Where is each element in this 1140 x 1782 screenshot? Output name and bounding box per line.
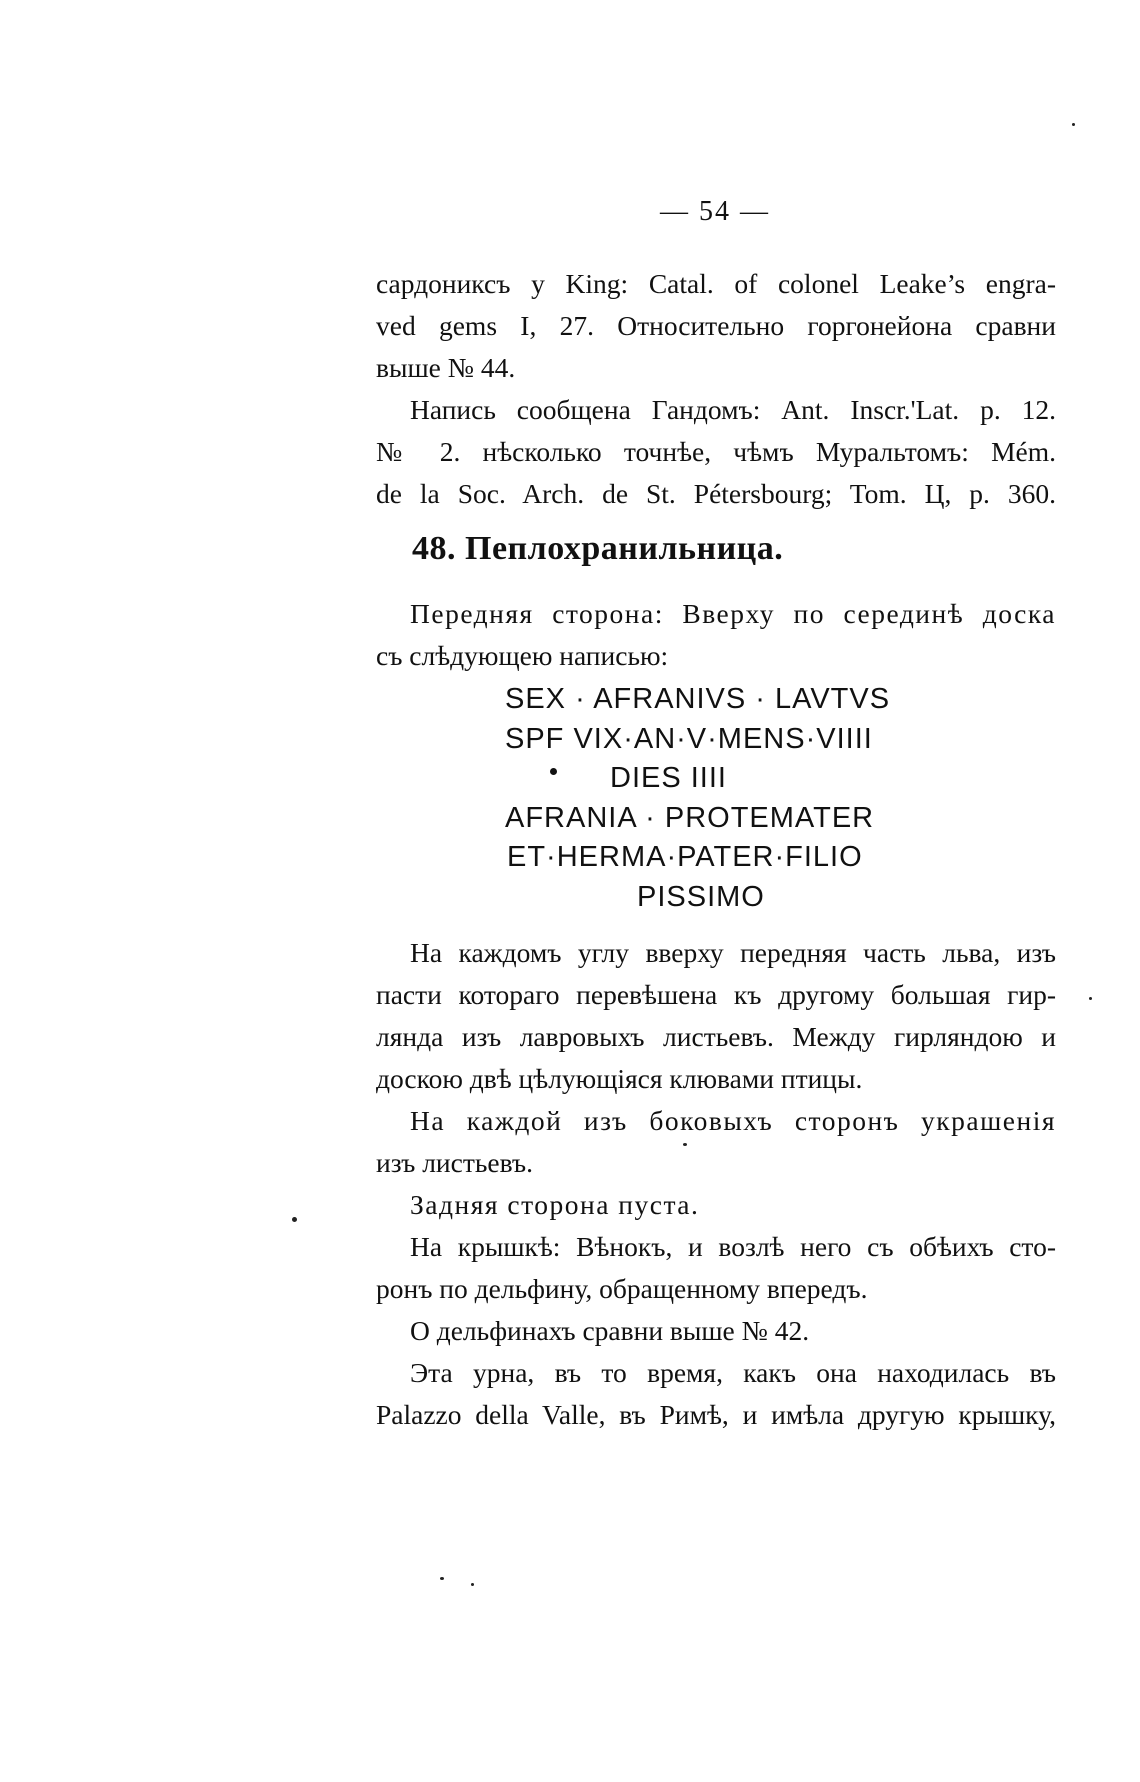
inscription-line: SEX · AFRANIVS · LAVTVS — [505, 683, 891, 715]
inscription-line: PISSIMO — [637, 880, 765, 913]
scan-speck — [471, 1583, 474, 1586]
text-line: лянда изъ лавровыхъ листьевъ. Между гирляндою и — [376, 1021, 1056, 1052]
text-line: Напись сообщена Гандомъ: Ant. Inscr.'Lat. p. 12. — [410, 394, 1056, 425]
text-line: № 2. нѣсколько точнѣе, чѣмъ Муральтомъ: Mém. — [376, 436, 1056, 467]
text-line: На каждомъ углу вверху передняя часть льва, изъ — [410, 937, 1056, 968]
scan-speck — [1072, 123, 1075, 126]
text-line: Palazzo della Valle, въ Римѣ, и имѣла другую крышку, — [376, 1399, 1056, 1430]
text-line: изъ листьевъ. — [376, 1147, 534, 1178]
inscription-line: ET·HERMA·PATER·FILIO — [507, 841, 863, 873]
scan-speck — [292, 1217, 297, 1222]
section-heading: 48. Пеплохранильница. — [412, 530, 784, 567]
scan-speck — [1089, 997, 1092, 1000]
text-line: пасти котораго перевѣшена къ другому большая гир- — [376, 979, 1056, 1010]
inscription-line: AFRANIA · PROTEMATER — [505, 801, 875, 834]
text-line: Эта урна, въ то время, какъ она находилась въ — [410, 1357, 1056, 1388]
text-line: Передняя сторона: Вверху по серединѣ доска — [410, 598, 1056, 629]
text-line: На крышкѣ: Вѣнокъ, и возлѣ него съ обѣихъ сто- — [410, 1231, 1056, 1262]
body-text-block — [376, 932, 1056, 1436]
top-text-block — [376, 263, 1056, 515]
text-line: Задняя сторона пуста. — [410, 1189, 700, 1220]
text-line: ронъ по дельфину, обращенному впередъ. — [376, 1273, 868, 1304]
text-line: На каждой изъ боковыхъ сторонъ украшенія — [410, 1105, 1056, 1136]
text-line: выше № 44. — [376, 352, 516, 383]
latin-inscription — [505, 680, 890, 917]
text-line: сардониксъ у King: Catal. of colonel Leake’s engra- — [376, 268, 1056, 299]
intro-text-block — [376, 593, 1056, 677]
inscription-line: DIES IIII — [610, 762, 727, 794]
text-line: доскою двѣ цѣлующіяся клювами птицы. — [376, 1063, 863, 1094]
text-line: съ слѣдующею написью: — [376, 640, 669, 671]
ink-dot — [550, 768, 557, 775]
text-line: О дельфинахъ сравни выше № 42. — [410, 1315, 810, 1346]
text-line: de la Soc. Arch. de St. Pétersbourg; Tom. Ц, p. 360. — [376, 478, 1056, 509]
scan-speck — [683, 1143, 687, 1146]
text-line: ved gems I, 27. Относительно горгонейона сравни — [376, 310, 1056, 341]
scan-speck — [440, 1577, 444, 1580]
inscription-line: SPF VIX·AN·V·MENS·VIIII — [505, 722, 873, 755]
page-number: — 54 — — [660, 196, 770, 227]
